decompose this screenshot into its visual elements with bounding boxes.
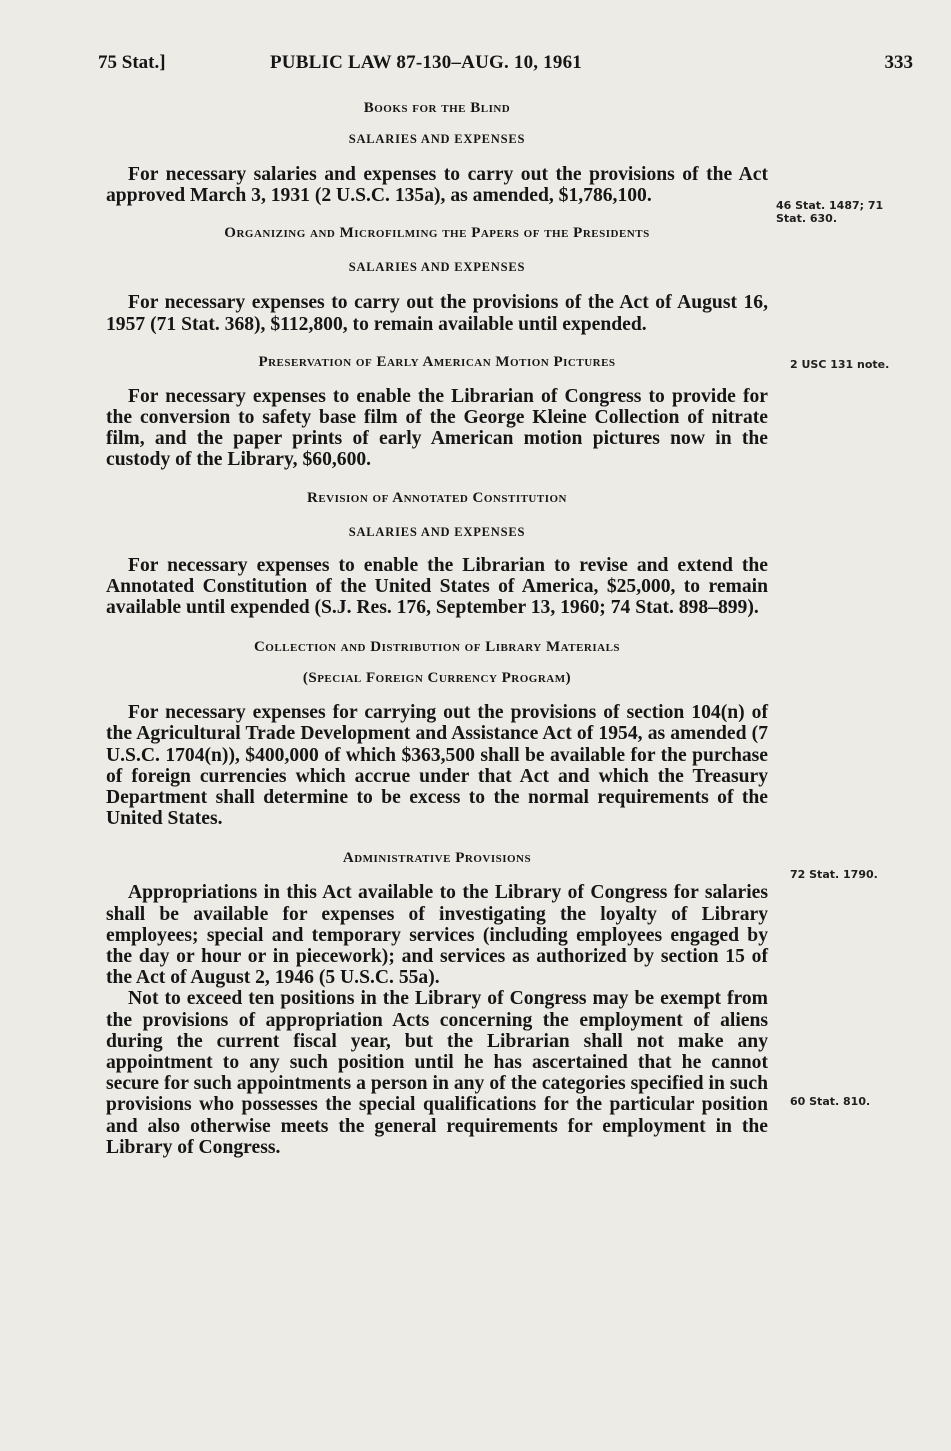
section-subheading: SALARIES AND EXPENSES: [348, 260, 526, 275]
section-heading: Collection and Distribution of Library Materials: [253, 639, 621, 656]
section-subheading: SALARIES AND EXPENSES: [348, 524, 526, 539]
section-subheading: SALARIES AND EXPENSES: [348, 132, 526, 146]
section-paragraph: For necessary salaries and expenses to carry out the provisions of the Act approved March 3, 1931 (2 U.S.C. 135a), as amended, $1,786,100.: [106, 164, 768, 207]
section-paragraph: Not to exceed ten positions in the Library of Congress may be exempt from the provisions of appropriation Acts concerning the employment of aliens during the current fiscal year, but the Librarian shall not make any appointment to any such position until he has ascertained that he cannot secure for such appointments a person in any of the categories specified in such provisions who possesses the special qualifications for the particular position and also otherwise meets the general requirements for employment in the Library of Congress.: [106, 988, 768, 1158]
section-heading-program: (Special Foreign Currency Program): [302, 670, 572, 687]
margin-note: 46 Stat. 1487; 71 Stat. 630.: [776, 199, 884, 225]
section-heading: Books for the Blind: [363, 100, 511, 116]
margin-note: 72 Stat. 1790.: [790, 868, 878, 881]
section-heading: Organizing and Microfilming the Papers of the Presidents: [224, 225, 650, 242]
section-heading: Preservation of Early American Motion Pictures: [258, 353, 616, 370]
section-paragraph: For necessary expenses to enable the Librarian to revise and extend the Annotated Constitution of the United States of America, $25,000, to remain available until expended (S.J. Res. 176, September 13, 1960; 74 Stat. 898–899).: [106, 554, 768, 619]
section-paragraph: Appropriations in this Act available to the Library of Congress for salaries shall be available for expenses of investigating the loyalty of Library employees; special and temporary services (including employees engaged by the day or hour or in piecework); and services as authorized by section 15 of the Act of August 2, 1946 (5 U.S.C. 55a).: [106, 882, 768, 989]
page-number: 333: [884, 52, 913, 73]
margin-note: 2 USC 131 note.: [790, 358, 890, 371]
running-head: [98, 52, 913, 82]
section-heading: Revision of Annotated Constitution: [307, 489, 567, 506]
volume-reference: 75 Stat.]: [98, 52, 166, 73]
body-column: [106, 96, 768, 1158]
section-paragraph: For necessary expenses to enable the Librarian of Congress to provide for the conversion to safety base film of the George Kleine Collection of nitrate film, and the paper prints of early American motion pictures now in the custody of the Library, $60,600.: [106, 385, 768, 471]
section-heading: Administrative Provisions: [342, 850, 532, 867]
section-paragraph: For necessary expenses for carrying out the provisions of section 104(n) of the Agricultural Trade Development and Assistance Act of 1954, as amended (7 U.S.C. 1704(n)), $400,000 of which $363,500 shall be available for the purchase of foreign currencies which accrue under that Act and which the Treasury Department shall determine to be excess to the normal requirements of the United States.: [106, 702, 768, 830]
margin-note: 60 Stat. 810.: [790, 1095, 871, 1108]
page-title: PUBLIC LAW 87-130–AUG. 10, 1961: [270, 52, 582, 73]
section-paragraph: For necessary expenses to carry out the provisions of the Act of August 16, 1957 (71 Stat. 368), $112,800, to remain available until expended.: [106, 292, 768, 335]
